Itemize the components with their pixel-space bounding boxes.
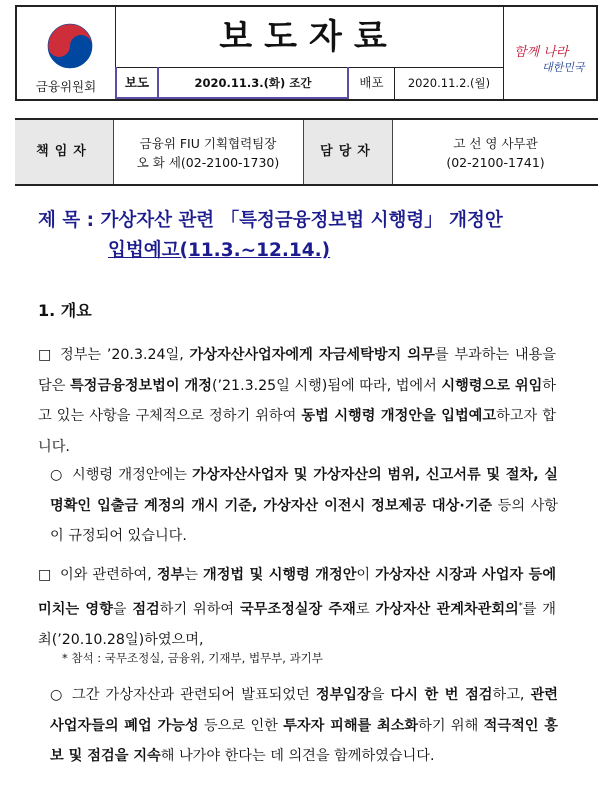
contact-table — [15, 118, 598, 186]
staff-line1: 고 선 영 사무관 — [453, 136, 538, 151]
box-bullet: □ — [38, 567, 52, 583]
responsible-label: 책임자 — [15, 120, 113, 184]
distribute-value: 2020.11.2.(월) — [407, 76, 491, 90]
distribute-label: 배포 — [349, 67, 395, 99]
footnote: * 참석 : 국무조정실, 금융위, 기재부, 법무부, 과기부 — [62, 651, 323, 665]
doc-title: 보도자료 — [115, 7, 503, 68]
staff-line2: (02-2100-1741) — [446, 155, 545, 170]
responsible-value — [113, 134, 303, 172]
release-value: 2020.11.3.(화) 조간 — [159, 67, 349, 99]
circle-bullet: ○ — [50, 687, 63, 703]
paragraph-3: □ 이와 관련하여, 정부는 개정법 및 시행령 개정안이 가상자산 시장과 사업자 등에 미치는 영향을 점검하기 위하여 국무조정실장 주재로 가상자산 관계차관회의*를 개최(’20.10.28일)하였으며, — [38, 560, 556, 655]
subject-line1: 제 목 : 가상자산 관련 「특정금융정보법 시행령」 개정안 — [38, 210, 503, 231]
header-table — [15, 5, 598, 101]
subject — [38, 206, 578, 266]
paragraph-2: ○ 시행령 개정안에는 가상자산사업자 및 가상자산의 범위, 신고서류 및 절차, 실명확인 입출금 계정의 개시 기준, 가상자산 이전시 정보제공 대상·기준 등의 사항이 규정되어 있습니다. — [50, 460, 558, 552]
responsible-line1: 금융위 FIU 기획협력팀장 — [139, 136, 277, 151]
responsible-line2: 오 화 세(02-2100-1730) — [136, 155, 280, 170]
paragraph-1: □ 정부는 ’20.3.24일, 가상자산사업자에게 자금세탁방지 의무를 부과하는 내용을 담은 특정금융정보법이 개정(’21.3.25일 시행)됨에 따라, 법에서 시행령으로 위임하고 있는 사항을 구체적으로 정하기 위하여 동법 시행령 개정안을 입법예고하고자 합니다. — [38, 340, 556, 462]
slogan-line1: 함께 나라 — [514, 45, 569, 60]
subject-line2: 입법예고(11.3.~12.14.) — [108, 240, 331, 261]
fsc-emblem-icon — [47, 23, 93, 69]
slogan-cell — [503, 7, 597, 99]
paragraph-4: ○ 그간 가상자산과 관련되어 발표되었던 정부입장을 다시 한 번 점검하고, 관련 사업자들의 폐업 가능성 등으로 인한 투자자 피해를 최소화하기 위해 적극적인 홍보 및 점검을 지속해 나가야 한다는 데 의견을 함께하였습니다. — [50, 680, 558, 772]
box-bullet: □ — [38, 347, 52, 363]
staff-label: 담당자 — [304, 120, 392, 184]
section-title: 1. 개요 — [38, 301, 92, 320]
release-label: 보도 — [115, 67, 159, 99]
org-name: 금융위원회 — [35, 79, 97, 94]
staff-value — [393, 134, 598, 172]
circle-bullet: ○ — [50, 467, 63, 483]
slogan-line2: 대한민국 — [542, 61, 585, 74]
logo-cell — [17, 7, 116, 99]
